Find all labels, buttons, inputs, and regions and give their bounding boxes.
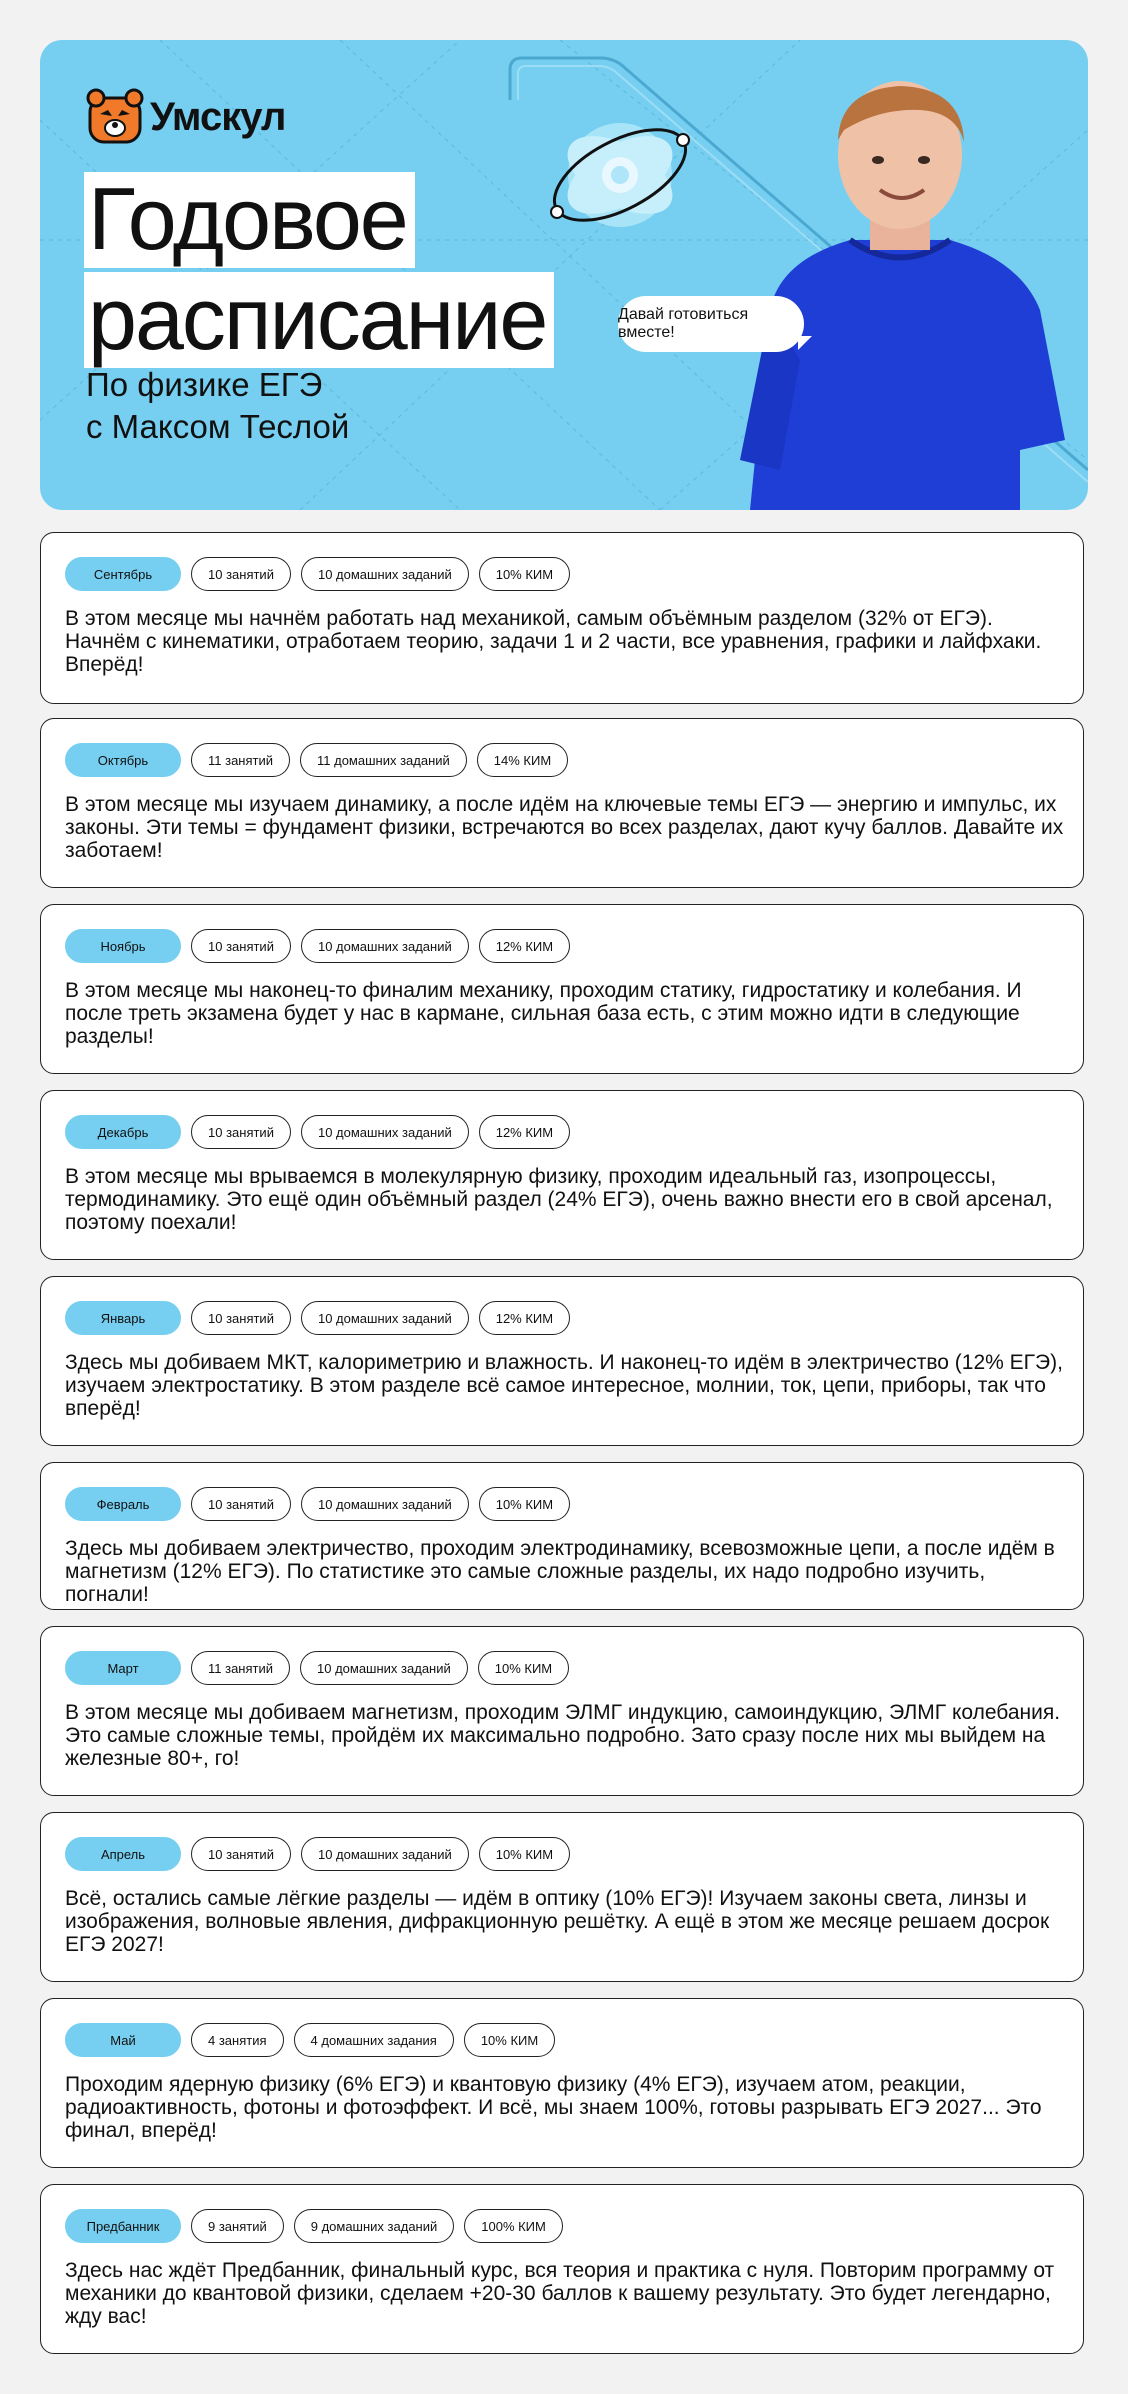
- subtitle-line-1: По физике ЕГЭ: [86, 366, 323, 403]
- month-card-predbannik: [40, 2184, 1084, 2354]
- month-badge: Сентябрь: [65, 557, 181, 591]
- kim-badge: 14% КИМ: [477, 743, 568, 777]
- month-card-january: [40, 1276, 1084, 1446]
- page-title-line-2: расписание: [84, 272, 554, 368]
- month-badge: Октябрь: [65, 743, 181, 777]
- month-badge: Январь: [65, 1301, 181, 1335]
- homework-badge: 10 домашних заданий: [301, 1115, 469, 1149]
- card-tags: [65, 1301, 570, 1335]
- kim-badge: 100% КИМ: [464, 2209, 563, 2243]
- homework-badge: 10 домашних заданий: [301, 557, 469, 591]
- card-tags: [65, 1651, 569, 1685]
- month-description: Здесь мы добиваем электричество, проходим электродинамику, всевозможные цепи, а после идём в магнетизм (12% ЕГЭ). По статистике это самые сложные разделы, их надо подробно изучить, погнали!: [65, 1537, 1055, 1606]
- month-card-october: [40, 718, 1084, 888]
- homework-badge: 4 домашних задания: [294, 2023, 454, 2057]
- bear-logo-icon: [86, 88, 144, 146]
- month-description: В этом месяце мы наконец-то финалим механику, проходим статику, гидростатику и колебания. И после треть экзамена будет у нас в кармане, сильная база есть, с этим можно идти в следующие разделы!: [65, 979, 1022, 1048]
- homework-badge: 11 домашних заданий: [300, 743, 467, 777]
- month-description: Здесь мы добиваем МКТ, калориметрию и влажность. И наконец-то идём в электричество (12% ЕГЭ), изучаем электростатику. В этом разделе всё самое интересное, молнии, ток, цепи, приборы, так что вперёд!: [65, 1351, 1063, 1420]
- brand-name: Умскул: [150, 94, 286, 139]
- card-tags: [65, 743, 568, 777]
- lessons-badge: 10 занятий: [191, 1487, 291, 1521]
- month-description: В этом месяце мы изучаем динамику, а после идём на ключевые темы ЕГЭ — энергию и импульс, их законы. Эти темы = фундамент физики, встречаются во всех разделах, дают кучу баллов. Давайте их заботаем!: [65, 793, 1064, 862]
- month-description: В этом месяце мы начнём работать над механикой, самым объёмным разделом (32% от ЕГЭ). Начнём с кинематики, отработаем теорию, задачи 1 и 2 части, все уравнения, графики и лайфхаки. Вперёд!: [65, 607, 1042, 676]
- card-tags: [65, 929, 570, 963]
- teacher-photo: [720, 60, 1080, 510]
- lessons-badge: 10 занятий: [191, 1837, 291, 1871]
- month-badge: Апрель: [65, 1837, 181, 1871]
- lessons-badge: 10 занятий: [191, 1301, 291, 1335]
- lessons-badge: 4 занятия: [191, 2023, 284, 2057]
- speech-bubble: Давай готовиться вместе!: [618, 296, 804, 352]
- hero-banner: [40, 40, 1088, 510]
- kim-badge: 10% КИМ: [464, 2023, 555, 2057]
- atom-icon: [545, 100, 695, 250]
- month-card-september: [40, 532, 1084, 704]
- homework-badge: 9 домашних заданий: [294, 2209, 455, 2243]
- card-tags: [65, 1837, 570, 1871]
- month-description: Проходим ядерную физику (6% ЕГЭ) и квантовую физику (4% ЕГЭ), изучаем атом, реакции, радиоактивность, фотоны и фотоэффект. И всё, мы знаем 100%, готовы разрывать ЕГЭ 2027... Это финал, вперёд!: [65, 2073, 1042, 2142]
- month-card-november: [40, 904, 1084, 1074]
- month-card-march: [40, 1626, 1084, 1796]
- homework-badge: 10 домашних заданий: [301, 1487, 469, 1521]
- month-badge: Предбанник: [65, 2209, 181, 2243]
- month-description: В этом месяце мы врываемся в молекулярную физику, проходим идеальный газ, изопроцессы, термодинамику. Это ещё один объёмный раздел (24% ЕГЭ), очень важно внести его в свой арсенал, поэтому поехали!: [65, 1165, 1053, 1234]
- card-tags: [65, 1487, 570, 1521]
- month-card-april: [40, 1812, 1084, 1982]
- kim-badge: 12% КИМ: [479, 1115, 570, 1149]
- month-description: Здесь нас ждёт Предбанник, финальный курс, вся теория и практика с нуля. Повторим программу от механики до квантовой физики, сделаем +20-30 баллов к вашему результату. Это будет легендарно, жду вас!: [65, 2259, 1055, 2328]
- card-tags: [65, 557, 570, 591]
- lessons-badge: 10 занятий: [191, 929, 291, 963]
- month-card-december: [40, 1090, 1084, 1260]
- kim-badge: 12% КИМ: [479, 929, 570, 963]
- month-description: Всё, остались самые лёгкие разделы — идём в оптику (10% ЕГЭ)! Изучаем законы света, линзы и изображения, волновые явления, дифракционную решётку. А ещё в этом же месяце решаем досрок ЕГЭ 2027!: [65, 1887, 1050, 1956]
- month-badge: Декабрь: [65, 1115, 181, 1149]
- lessons-badge: 10 занятий: [191, 1115, 291, 1149]
- kim-badge: 12% КИМ: [479, 1301, 570, 1335]
- kim-badge: 10% КИМ: [479, 1837, 570, 1871]
- month-badge: Май: [65, 2023, 181, 2057]
- month-card-may: [40, 1998, 1084, 2168]
- homework-badge: 10 домашних заданий: [301, 1301, 469, 1335]
- card-tags: [65, 2209, 563, 2243]
- homework-badge: 10 домашних заданий: [301, 929, 469, 963]
- month-description: В этом месяце мы добиваем магнетизм, проходим ЭЛМГ индукцию, самоиндукцию, ЭЛМГ колебания. Это самые сложные темы, пройдём их максимально подробно. Зато сразу после них мы выйдем на железные 80+, го!: [65, 1701, 1061, 1770]
- month-badge: Февраль: [65, 1487, 181, 1521]
- lessons-badge: 11 занятий: [191, 1651, 290, 1685]
- kim-badge: 10% КИМ: [479, 1487, 570, 1521]
- brand-logo: [86, 88, 285, 146]
- kim-badge: 10% КИМ: [479, 557, 570, 591]
- card-tags: [65, 1115, 570, 1149]
- homework-badge: 10 домашних заданий: [300, 1651, 468, 1685]
- homework-badge: 10 домашних заданий: [301, 1837, 469, 1871]
- page-title-line-1: Годовое: [84, 172, 415, 268]
- kim-badge: 10% КИМ: [478, 1651, 569, 1685]
- month-badge: Ноябрь: [65, 929, 181, 963]
- lessons-badge: 10 занятий: [191, 557, 291, 591]
- page-subtitle: [86, 364, 349, 448]
- subtitle-line-2: с Максом Теслой: [86, 408, 350, 445]
- lessons-badge: 9 занятий: [191, 2209, 284, 2243]
- month-badge: Март: [65, 1651, 181, 1685]
- month-card-february: [40, 1462, 1084, 1610]
- lessons-badge: 11 занятий: [191, 743, 290, 777]
- card-tags: [65, 2023, 555, 2057]
- speech-bubble-tail: [798, 336, 812, 350]
